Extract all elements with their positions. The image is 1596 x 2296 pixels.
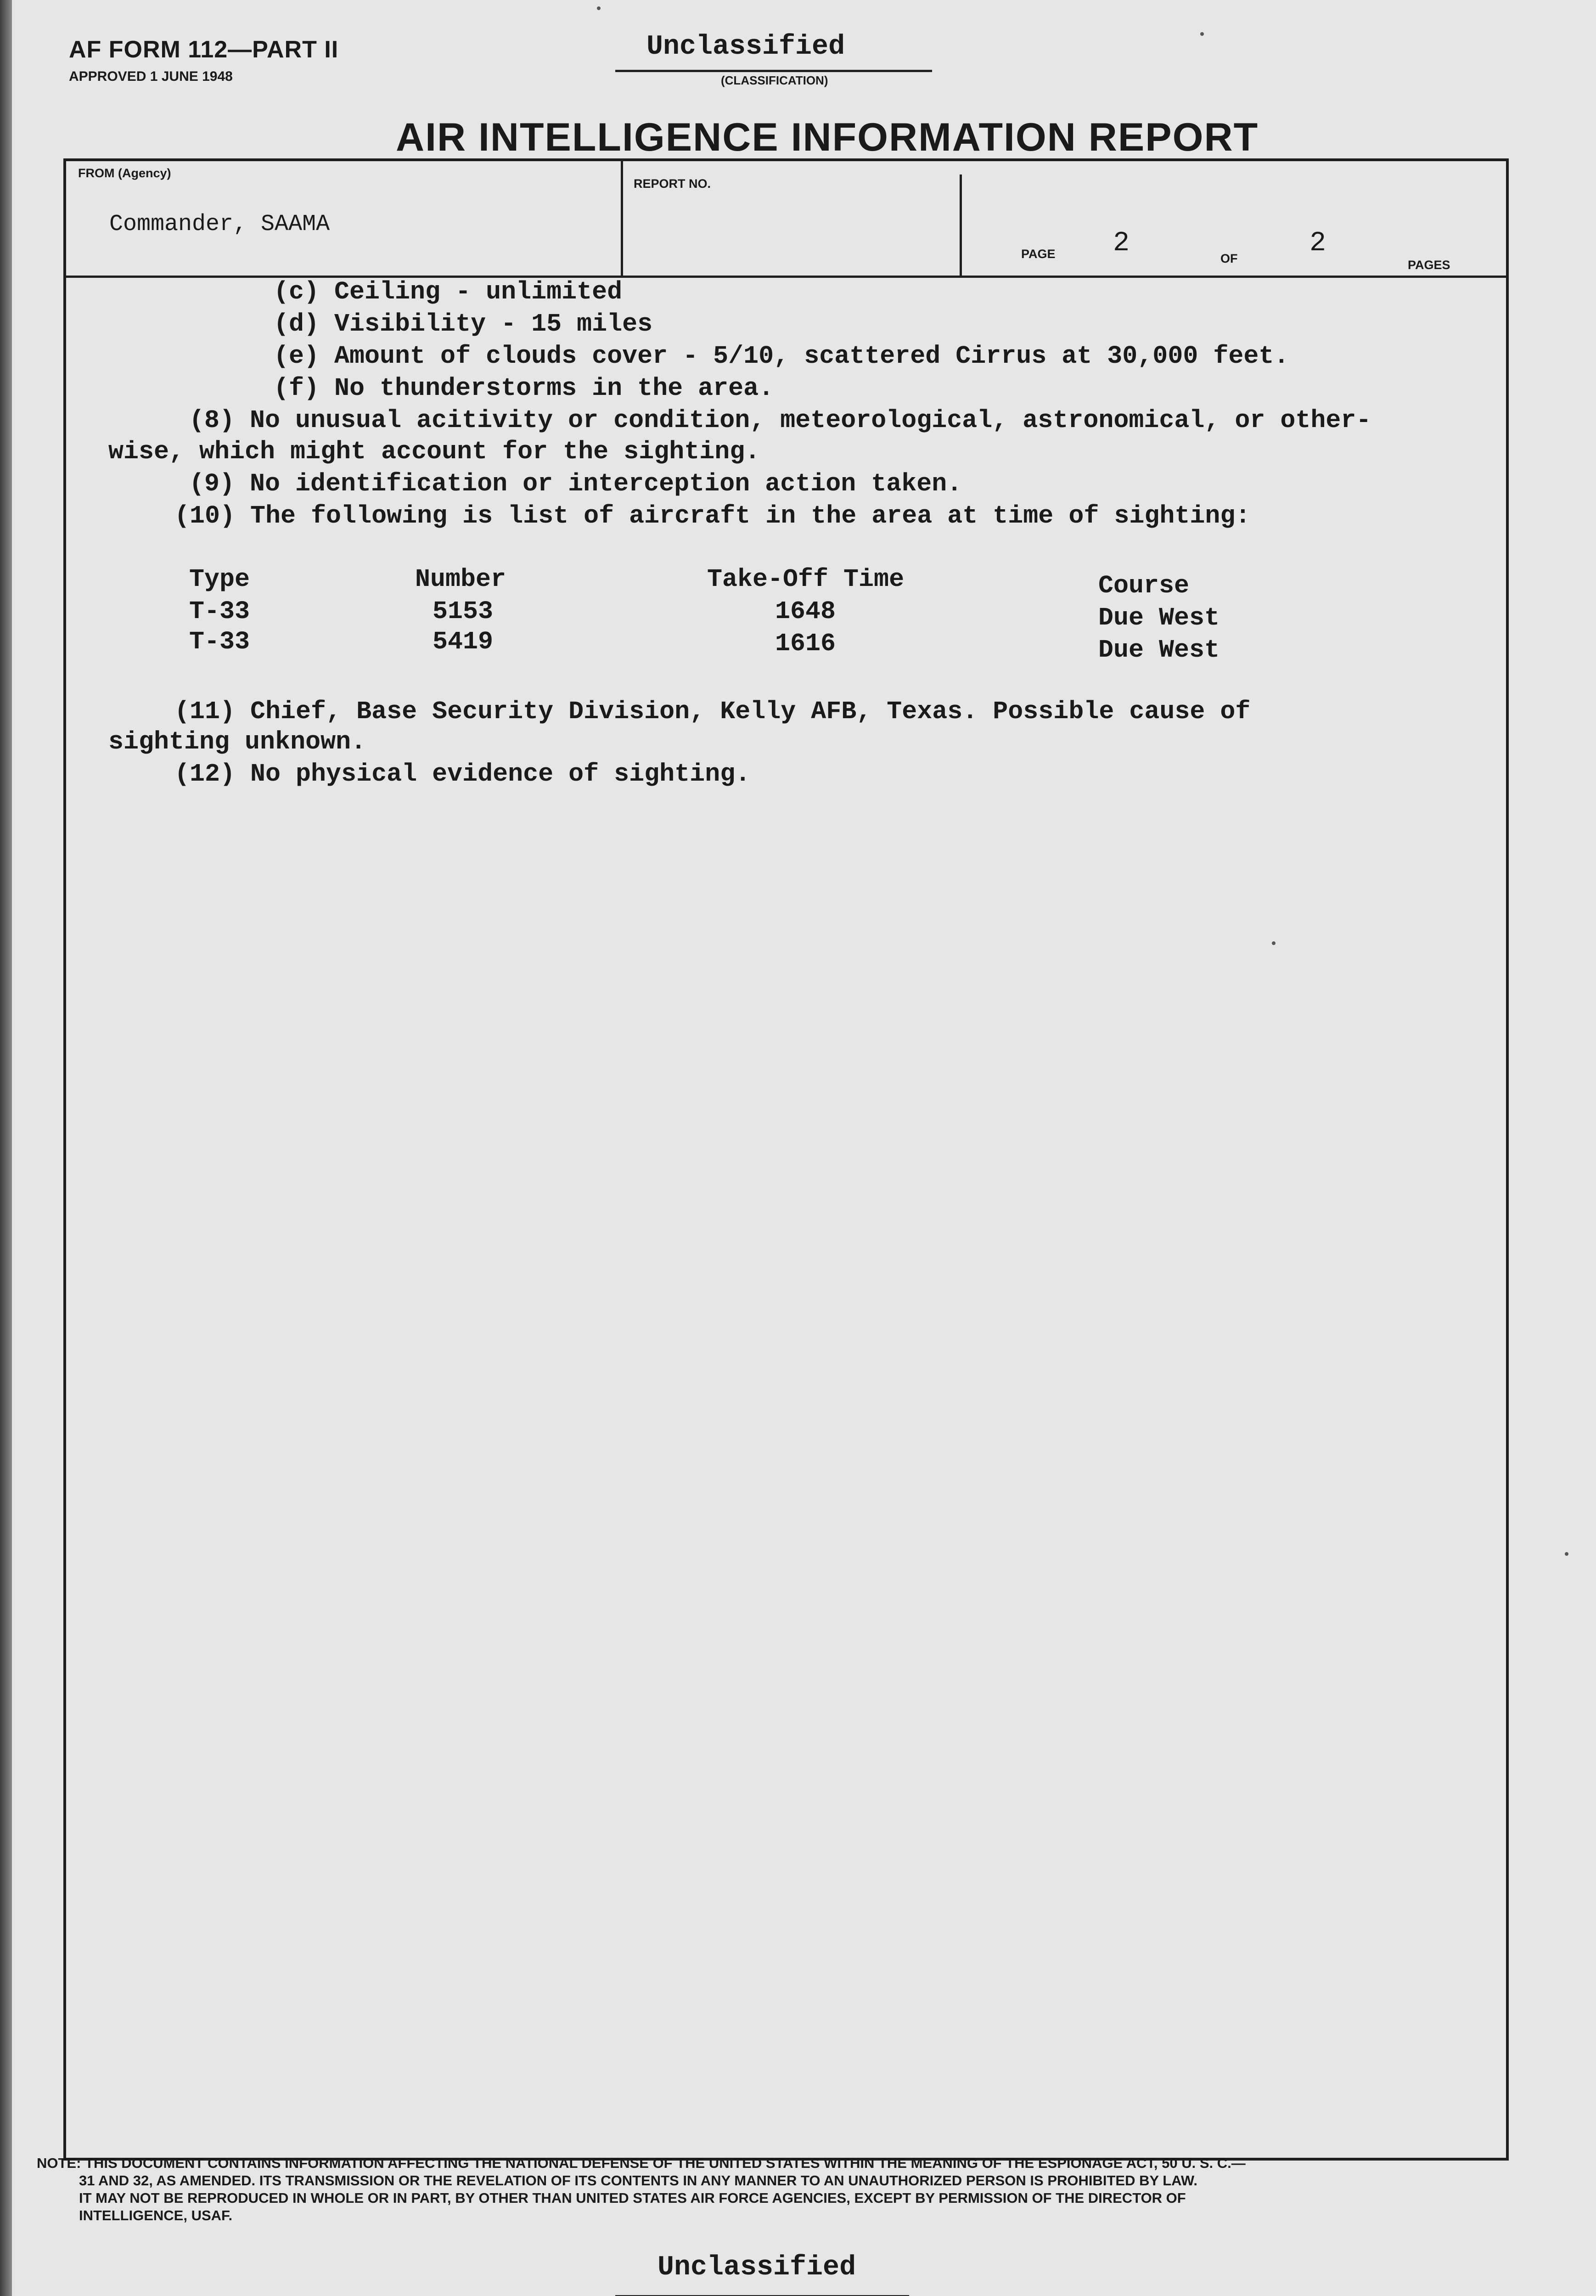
table-cell: T-33 (189, 627, 250, 656)
note-line: INTELLIGENCE, USAF. (79, 2207, 233, 2223)
table-cell: 5419 (433, 627, 494, 656)
classification-bottom: Unclassified (658, 2252, 856, 2283)
table-cell: 1616 (775, 629, 836, 658)
report-no-label: REPORT NO. (634, 177, 711, 191)
table-cell: T-33 (189, 597, 250, 626)
body-line: (c) Ceiling - unlimited (274, 277, 623, 306)
page-label: PAGE (1021, 247, 1056, 261)
table-cell: 1648 (775, 597, 836, 626)
page-number: 2 (1113, 228, 1130, 259)
body-line: (9) No identification or interception action taken. (189, 469, 962, 498)
table-cell: Due West (1098, 636, 1220, 664)
classification-top: Unclassified (646, 31, 845, 62)
body-line: wise, which might account for the sighting. (108, 437, 760, 466)
note-line: 31 AND 32, AS AMENDED. ITS TRANSMISSION OR THE REVELATION OF ITS CONTENTS IN ANY MANNER TO AN UNAUTHORIZED PERSON IS PROHIBITED BY LAW. (79, 2172, 1197, 2189)
pages-label: PAGES (1408, 258, 1450, 272)
table-cell: 5153 (433, 597, 494, 626)
classification-rule-top (615, 70, 932, 72)
header-column-divider-2 (960, 174, 962, 276)
note-line: NOTE: THIS DOCUMENT CONTAINS INFORMATION AFFECTING THE NATIONAL DEFENSE OF THE UNITED STATES WITHIN THE MEANING OF THE ESPIONAGE ACT, 50 U. S. C.— (37, 2155, 1246, 2171)
form-id: AF FORM 112—PART II (69, 36, 339, 63)
closing-line: (12) No physical evidence of sighting. (174, 760, 751, 788)
note-line: IT MAY NOT BE REPRODUCED IN WHOLE OR IN PART, BY OTHER THAN UNITED STATES AIR FORCE AGENCIES, EXCEPT BY PERMISSION OF THE DIRECTOR OF (79, 2190, 1186, 2206)
classification-caption-top: (CLASSIFICATION) (721, 73, 828, 87)
body-line: (f) No thunderstorms in the area. (274, 374, 774, 403)
from-value: Commander, SAAMA (109, 211, 330, 237)
table-header-number: Number (415, 565, 506, 594)
body-line: (d) Visibility - 15 miles (274, 310, 653, 338)
from-label: FROM (Agency) (78, 166, 171, 180)
espionage-act-note (37, 2155, 1497, 2224)
closing-line: sighting unknown. (108, 727, 366, 756)
scan-speck (1200, 32, 1204, 36)
of-label: OF (1220, 252, 1238, 265)
approval-date: APPROVED 1 JUNE 1948 (69, 69, 233, 84)
scan-speck (1565, 1552, 1568, 1556)
table-cell: Due West (1098, 603, 1220, 632)
closing-line: (11) Chief, Base Security Division, Kelly AFB, Texas. Possible cause of (174, 697, 1251, 726)
header-column-divider-1 (621, 161, 623, 276)
body-line: (e) Amount of clouds cover - 5/10, scattered Cirrus at 30,000 feet. (274, 342, 1289, 371)
table-header-takeoff: Take-Off Time (707, 565, 905, 594)
body-line: (10) The following is list of aircraft in the area at time of sighting: (174, 501, 1251, 530)
report-title: AIR INTELLIGENCE INFORMATION REPORT (396, 115, 1259, 159)
total-pages: 2 (1309, 228, 1326, 259)
scan-edge (0, 0, 12, 2296)
table-header-course: Course (1098, 571, 1190, 600)
scan-speck (1272, 941, 1276, 945)
scan-speck (597, 6, 601, 10)
body-line: (8) No unusual acitivity or condition, meteorological, astronomical, or other- (189, 406, 1371, 435)
table-header-type: Type (189, 565, 250, 594)
